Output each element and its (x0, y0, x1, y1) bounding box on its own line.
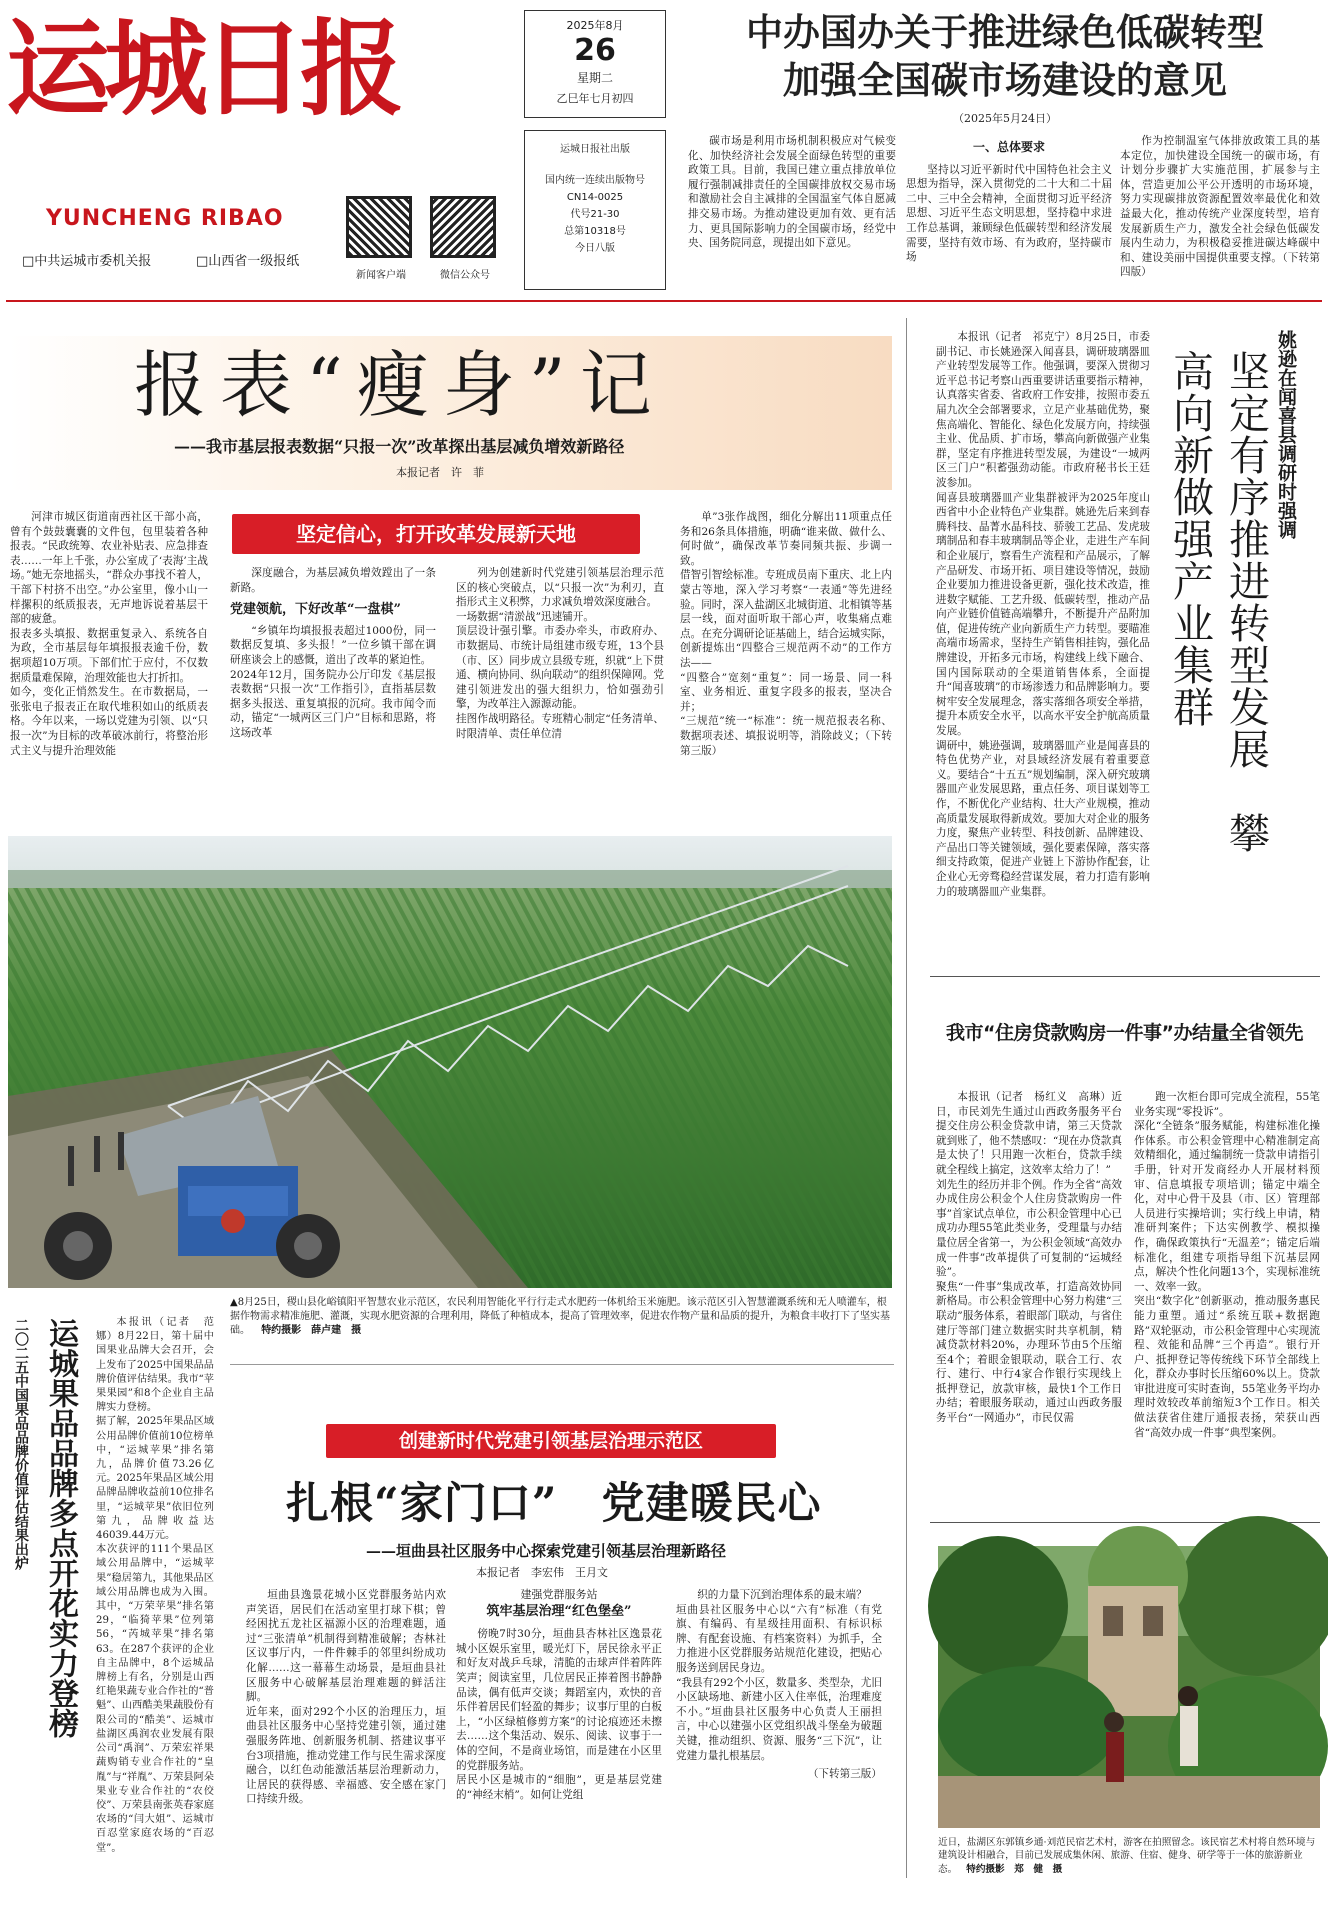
story3-col3-text: 织的力量下沉到治理体系的最末端？ 垣曲县社区服务中心以“六有”标准（有党旗、有编码、有星级挂用面积、有标识标牌、有配套设施、有档案资料）为抓手，全力推进小区党群服务站规范化建设，把贴心服务送到居民身边。 “我县有292个小区，数量多、类型杂，尤旧小区缺场地、新建小区入住率低，治理难度不小。”垣曲县社区服务中心负责人王丽担言，中心以建强小区党组织战斗堡垒为破题关键，推动组织、资源、服务“三下沉”，让党建力量扎根基层。 (676, 1589, 882, 1762)
qr-label-wechat: 微信公众号 (440, 270, 490, 281)
story1-col3 (456, 566, 664, 748)
date-day: 26 (574, 33, 616, 68)
side2-col1-text: 本报讯（记者 杨红义 高琳）近日，市民刘先生通过山西政务服务平台提交住房公积金贷款申请，第三天贷款就到账了，他不禁感叹：“现在办贷款真是太快了！只用跑一次柜台，贷款手续就全程线上搞定，这效率太给力了！” 刘先生的经历并非个例。作为全省“高效办成住房公积金个人住房贷款购房一件事”首家试点单位，市公积金管理中心已成功办理55笔此类业务，受理量与办结量位居全省第一，为公积金领域“高效办成一件事”改革提供了可复制的“运城经验”。 聚焦“一件事”集成改革，打造高效协同新格局。市公积金管理中心努力构建“三联动”服务体系，着眼部门联动，与省住建厅等部门建立数据实时共享机制，精减贷款材料20%，办理环节由5个压缩至4个；着眼金银联动，联合工行、农行、建行、中行4家合作银行实现线上抵押登记，放款审核，最快1个工作日办结；着眼服务联动，通过山西政务服务平台“一网通办”，市民仅需 (936, 1091, 1122, 1425)
right-column-divider (906, 318, 907, 1878)
story1-col2b-text: “乡镇年均填报报表超过1000份，同一数据反复填、多头报！”一位乡镇干部在调研座谈会上的感慨，道出了改革的紧迫性。 2024年12月，国务院办公厅印发《基层报表数据“只报一次”工作指引》，直指基层数据多头报送、重复填报的沉疴。我市闻令而动，锚定“一城两区三门户”目标和思路，将这场改革 (230, 624, 436, 739)
farm-photo-caption (230, 1296, 890, 1352)
lead-col2 (906, 134, 1112, 290)
story1-banner: 坚定信心，打开改革发展新天地 (232, 514, 640, 554)
masthead-tag2: □山西省一级报纸 (196, 254, 300, 269)
story1-header (8, 336, 892, 490)
story3-col1 (246, 1588, 446, 1890)
farm-photo-image (8, 836, 892, 1288)
story2-body-text: 本报讯（记者 范 娜）8月22日，第十届中国果业品牌大会召开，会上发布了2025中国果品品牌价值评估结果。我市“苹果果园”和8个企业自主品牌实力登榜。 据了解，2025年果品区域公用品牌价值前10位榜单中，“运城苹果”排名第九，品牌价值73.26亿元。2025年果品区域公用品牌品牌收益前10位排名里，“运城苹果”依旧位列第九，品牌收益达46039.44万元。 本次获评的111个果品区域公用品牌中，“运城苹果”稳居第九，其他果品区域公用品牌也成为入围。其中，“万荣苹果”排名第29，“临猗苹果”位列第56，“芮城苹果”排名第63。在287个获评的企业自主品牌中，8个运城品牌榜上有名，分别是山西红艳果蔬专业合作社的“普魁”、山西酷美果蔬股份有限公司的“酷美”、运城市盐湖区禹润农业发展有限公司“禹润”、万荣宏祥果蔬购销专业合作社的“皇胤”与“祥胤”、万荣县阿朵果业专业合作社的“农佼佼”、万荣县南张英春家庭农场的“闫大姐”、运城市百忍堂家庭农场的“百忍堂”。 (96, 1317, 214, 1854)
story1-title: 报表“瘦身”记 (134, 343, 666, 427)
story1-col1-text: 河津市城区街道南西社区干部小高，曾有个鼓鼓囊囊的文件包，包里装着各种报表。“民政统筹、农业补贴表、应急排查表……一年上千张，办公室成了‘表海’主战场。”她无奈地摇头，“群众办事找不着人，干部下村挤不出空。”办公室里，像小山一样摞积的纸质报表，无声地诉说着基层干部的疲惫。 报表多头填报、数据重复录入、系统各自为政，全市基层每年填报报表逾千份，数据项超10万项。下部们忙于应付，不仅数据质量难保障，治理效能也大打折扣。 如今，变化正悄然发生。在市数据局，一张张电子报表正在取代堆积如山的纸质表格。今年以来，一场以党建为引领、以“只报一次”为目标的改革破冰前行，将整治形式主义与提升治理效能 (10, 511, 208, 757)
story2-kicker: 二〇二五中国果品品牌价值评估结果出炉 (13, 1318, 29, 1570)
side1-divider (930, 976, 1320, 977)
story3-subtitle: ——垣曲县社区服务中心探索党建引领基层治理新路径 (366, 1542, 727, 1560)
village-photo (938, 1546, 1320, 1828)
lead-date: （2025年5月24日） (953, 112, 1057, 125)
masthead-tag1: □中共运城市委机关报 (22, 254, 152, 269)
story3-banner: 创建新时代党建引领基层治理示范区 (326, 1424, 776, 1458)
lead-col1 (688, 134, 896, 290)
story3-col2-kicker: 建强党群服务站 (520, 1588, 598, 1601)
village-photo-caption (938, 1836, 1320, 1896)
masthead-title: 运城日报 (6, 8, 399, 130)
publisher-box (524, 130, 666, 290)
lead-subhead: 一、总体要求 (972, 140, 1045, 154)
lead-col1-text: 碳市场是利用市场机制积极应对气候变化、加快经济社会发展全面绿色转型的重要政策工具。目前，我国已建立重点排放单位履行强制减排责任的全国碳排放权交易市场和激励社会自主减排的全国温室气体自愿减排交易市场。为推动建设更加有效、更有活力、更具国际影响力的全国碳市场，经党中央、国务院同意，现提出如下意见。 (688, 135, 896, 250)
date-month: 2025年8月 (566, 19, 624, 32)
side1-body (936, 330, 1150, 898)
lead-col2-text: 坚持以习近平新时代中国特色社会主义思想为指导，深入贯彻党的二十大和二十届二中、三中全会精神，全面贯彻习近平经济思想、习近平生态文明思想，坚持稳中求进工作总基调，兼顾绿色低碳转型和经济发展需要，坚持有效市场、有为政府，坚持碳市场 (906, 163, 1112, 264)
cn-label: 国内统一连续出版物号 (545, 175, 645, 186)
side1-kicker: 姚逊在闻喜县调研时强调 (1275, 330, 1297, 539)
date-lunar: 乙巳年七月初四 (556, 92, 634, 105)
side2-col2-text: 跑一次柜台即可完成全流程，55笔业务实现“零投诉”。 深化“全链条”服务赋能，构建标准化操作体系。市公积金管理中心精准制定高效精细化，通过编制统一贷款申请指引手册，针对开发商经办人开展材料预审、信息填报专项培训；锚定中端全化，对中心骨干及县（市、区）管理部人员进行实操培训；实行线上申请，精准研判案件；下达实例教学、模拟操作，确保政策执行“无温差”；锚定后端标准化，组建专项指导组下沉基层网点，解决个性化问题13个，实现标准统一、效率一致。 突出“数字化”创新驱动，推动服务惠民能力重塑。通过“系统互联+数据跑路”双轮驱动，市公积金管理中心实现流程、效能和品牌“三个再造”。银行开户、抵押登记等传统线下环节全部线上化，群众办事时长压缩60%以上。贷款审批进度可实时查询，55笔业务平均办理时效较改革前缩短3个工作日。相关做法获省住建厅通报表扬，荣获山西省“高效办成一件事”典型案例。 (1134, 1091, 1320, 1439)
farm-photo-caption-text: ▲8月25日，稷山县化峪镇阳平智慧农业示范区，农民利用智能化平行行走式水肥药一体机给玉米施肥。该示范区引入智慧灌溉系统和无人喷灌车，根据作物需求精准施肥、灌溉，实现水肥资源的合理利用，降低了种植成本，提高了管理效率，促进农作物产量和品质的提升，为粮食丰收打下了坚实基础。 (230, 1297, 890, 1336)
side2-col1 (936, 1090, 1122, 1510)
story1-col4 (680, 510, 892, 757)
story3-byline: 本报记者 李宏伟 王月文 (476, 1566, 608, 1579)
story2-body (96, 1316, 214, 1896)
date-box (524, 10, 666, 118)
lead-col3-text: 作为控制温室气体排放政策工具的基本定位，加快建设全国统一的碳市场，有计划分步骤扩大实施范围，扩展参与主体，营造更加公平公开透明的市场环境，努力实现碳排放资源配置效率最优化和效益最大化，推动传统产业深度转型，培育发展新质生产力，激发全社会绿色低碳发展内生动力，为积极稳妥推进碳达峰碳中和、建设美丽中国提供重要支撑。（下转第四版） (1120, 135, 1320, 279)
story1-byline: 本报记者 许 菲 (396, 466, 484, 479)
publisher: 运城日报社出版 (560, 144, 630, 155)
story1-col2 (230, 566, 436, 748)
story3-col2 (456, 1588, 662, 1890)
lead-headline-line2: 加强全国碳市场建设的意见 (783, 58, 1227, 102)
story3-title: 扎根“家门口” 党建暖民心 (286, 1479, 822, 1529)
lead-headline-line1: 中办国办关于推进绿色低碳转型 (746, 10, 1264, 54)
story1-col4-text: 单”3张作战图，细化分解出11项重点任务和26条具体措施，明确“谁来做、做什么、何时做”，确保改革节奏同频共振、步调一致。 借智引智绘标准。专班成员南下重庆、北上内蒙古等地，深入学习考察“一表通”等先进经验。同时，深入盐湖区北城街道、北相镇等基层一线，面对面听取干部心声，收集痛点难点。在充分调研论证基础上，结合运城实际，创新提炼出“四整合三规范两不动”的工作方法—— “四整合”宽刻“重复”：同一场景、同一科室、业务相近、重复字段多的报表，坚决合并； “三规范”统一“标准”：统一规范报表名称、数据项表述、填报说明等，消除歧义；（下转第三版） (680, 511, 892, 757)
story3-continue: （下转第三版） (807, 1768, 882, 1781)
page-count: 今日八版 (575, 243, 615, 254)
lead-col3 (1120, 134, 1320, 290)
serial-number: 总第10318号 (564, 226, 626, 237)
story1-col2-subhead: 党建领航，下好改革“一盘棋” (230, 602, 401, 618)
story1-col2-text: 深度融合，为基层减负增效蹚出了一条新路。 (230, 567, 436, 594)
qr-label-app: 新闻客户端 (356, 270, 406, 281)
village-photo-caption-text: 近日，盐湖区东郭镇乡通·刘范民宿艺术村，游客在拍照留念。该民宿艺术村将自然环境与建筑设计相融合，目前已发展成集休闲、旅游、住宿、健身、研学等于一体的旅游新业态。 (938, 1837, 1316, 1875)
qr-code-app (346, 196, 412, 258)
date-weekday: 星期二 (576, 71, 613, 85)
story3-col2-subhead: 筑牢基层治理“红色堡垒” (486, 1603, 632, 1619)
story3-col3 (676, 1588, 882, 1890)
story1-subtitle: ——我市基层报表数据“只报一次”改革探出基层减负增效新路径 (174, 437, 625, 456)
farm-photo (8, 836, 892, 1288)
cn-number: CN14-0025 (566, 192, 624, 203)
story1-col1 (10, 510, 208, 757)
story3-col1-text: 垣曲县逸景花城小区党群服务站内欢声笑语，居民们在活动室里打球下棋；曾经困扰五龙社区福源小区的治理难题，通过“三张清单”机制得到精准破解；杏林社区议事厅内，一件件棘手的邻里纠纷成功化解……这一幕幕生动场景，是垣曲县社区服务中心破解基层治理难题的鲜活注脚。 近年来，面对292个小区的治理压力，垣曲县社区服务中心坚持党建引领，通过建强服务阵地、创新服务机制、搭建议事平台3项措施，推动党建工作与民生需求深度融合，以红色动能激活基层治理新动力，让居民的获得感、幸福感、安全感在家门口持续升级。 (246, 1589, 446, 1806)
issue-code: 代号21-30 (570, 209, 620, 220)
side1-title: 坚定有序推进转型发展 攀高向新做强产业集群 (1166, 350, 1270, 854)
village-photo-credit: 特约摄影 郑 健 摄 (966, 1863, 1063, 1875)
masthead (0, 0, 1328, 300)
masthead-pinyin: YUNCHENG RIBAO (46, 206, 284, 231)
story2-title: 运城果品品牌多点开花实力登榜 (43, 1318, 78, 1738)
side2-title: 我市“住房贷款购房一件事”办结量全省领先 (946, 1022, 1303, 1044)
farm-photo-credit: 特约摄影 薛卢建 摄 (261, 1325, 362, 1336)
masthead-divider (6, 300, 1322, 302)
story3-col2-text: 傍晚7时30分，垣曲县杏林社区逸景花城小区娱乐室里，暖光灯下，居民徐永平正和好友对战乒乓球，清脆的击球声伴着阵阵笑声；阅读室里，几位居民正捧着图书静静品读，偶有低声交谈；舞蹈室内，欢快的音乐伴着居民们轻盈的舞步；议事厅里的白板上，“小区绿植修剪方案”的讨论痕迹还未擦去……这个集活动、娱乐、阅读、议事于一体的空间，不是商业场馆，而是建在小区里的党群服务站。 居民小区是城市的“细胞”，更是基层党建的“神经末梢”。如何让党组 (456, 1628, 662, 1801)
side2-col2 (1134, 1090, 1320, 1510)
village-photo-image (938, 1546, 1320, 1828)
lead-headline (690, 8, 1320, 126)
story1-col3-text: 列为创建新时代党建引领基层治理示范区的核心突破点，以“只报一次”为利刃，直指形式主义积弊，力求减负增效深度融合。 一场数据“清淤战”迅速铺开。 顶层设计强引擎。市委办牵头，市政府办、市数据局、市统计局组建市级专班，13个县（市、区）同步成立县级专班，织就“上下贯通、横向协同、纵向联动”的组织保障网。党建引领进发出的强大组织力，恰如强劲引擎，为改革注入源源动能。 挂图作战明路径。专班精心制定“任务清单、时限清单、责任单位清 (456, 567, 664, 740)
side1-body-text: 本报讯（记者 祁克宁）8月25日，市委副书记、市长姚逊深入闻喜县，调研玻璃器皿产业转型发展等工作。他强调，要深入贯彻习近平总书记考察山西重要讲话重要指示精神，认真落实省委、省政府工作安排，按照市委五届九次全会部署要求，立足产业基础优势，聚焦高端化、智能化、绿色化发展方向，持续强主业、优品质、扩市场，攀高向新做强产业集群，坚定有序推进转型发展，为建设“一城两区三门户”积蓄强劲动能。市政府秘书长王廷波参加。 闻喜县玻璃器皿产业集群被评为2025年度山西省中小企业特色产业集群。姚逊先后来到春腾科技、晶菁水晶科技、骄骏工艺品、发虎玻璃制品和春丰玻璃制品等企业，走进生产车间和企业展厅，察看生产流程和产品展示，了解产品研发、市场开拓、项目建设等情况，鼓励企业要加力推进设备更新，强化技术改造，推进数字赋能、工艺升级、低碳转型，推动产品向产业链价值链高端攀升，不断提升产品附加值，促进传统产业向新质生产力转型。要瞄准高端市场需求，坚持生产销售相挂钩，强化品牌建设，开拓多元市场，构建线上线下融合、国内国际联动的全渠道销售体系，全面提升“闻喜玻璃”的市场渗透力和品牌影响力。要树牢安全发展理念，落实落细各项安全举措，提升本质安全水平，以高水平安全护航高质量发展。 调研中，姚逊强调，玻璃器皿产业是闻喜县的特色优势产业，对县域经济发展有着重要意义。要结合“十五五”规划编制，深入研究玻璃器皿产业发展思路，重点任务、项目谋划等工作，不断优化产业结构、壮大产业规模，推动高质量发展取得新成效。要加大对企业的服务力度，聚焦产业转型、科技创新、品牌建设、产品出口等关键领域，强化要素保障，落实落细支持政策，促进产业链上下游协作配套，让企业心无旁骛稳经营谋发展，着力打造有影响力的玻璃器皿产业集群。 (936, 331, 1150, 898)
qr-code-wechat (430, 196, 496, 258)
